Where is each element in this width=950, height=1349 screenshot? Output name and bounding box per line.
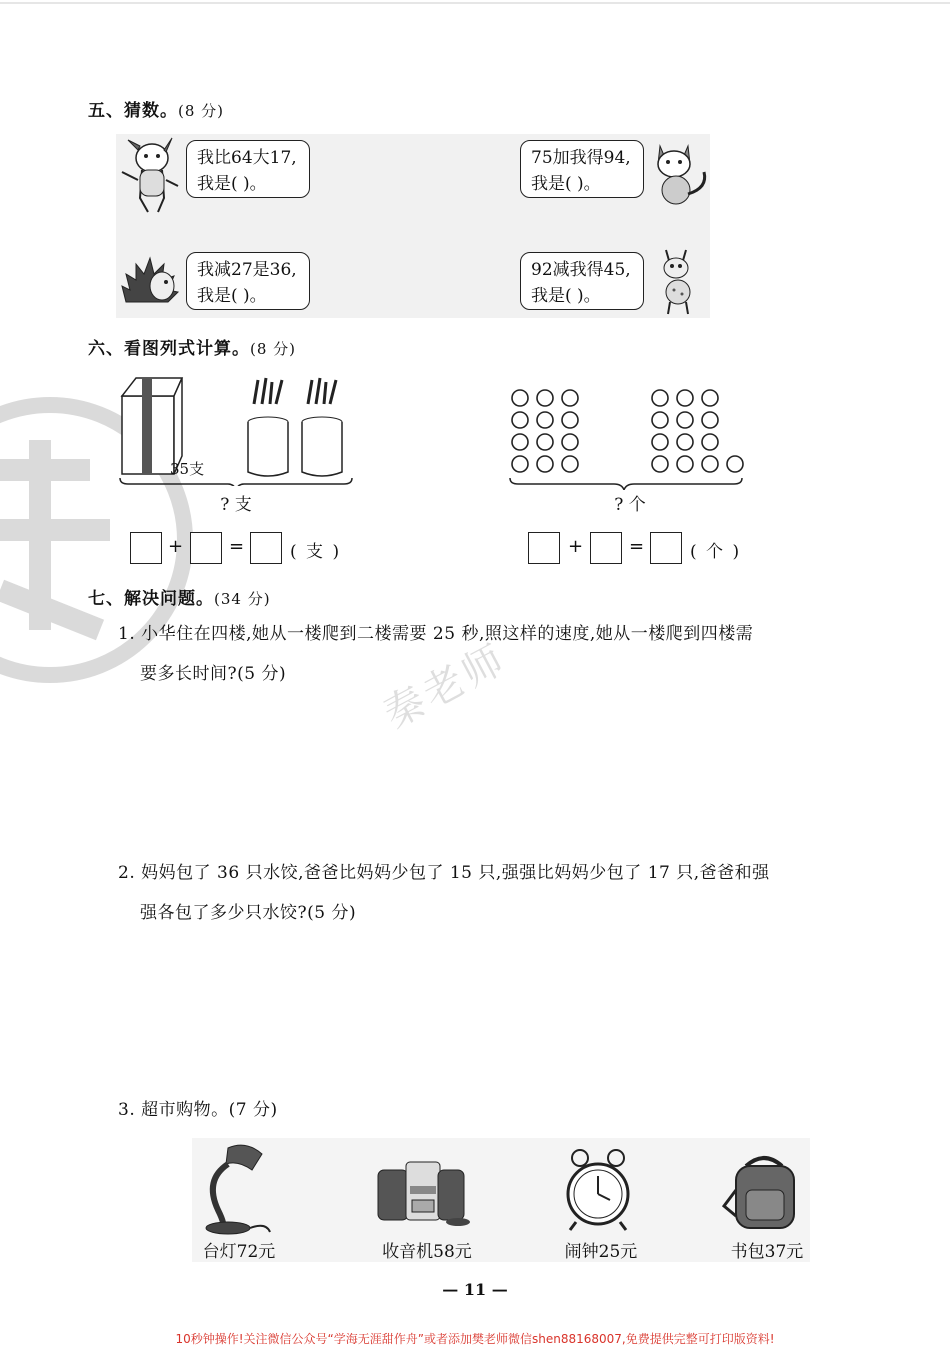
top-border <box>0 2 950 4</box>
section5-title: 五、猜数。 <box>88 101 178 121</box>
question-3-title: 3. 超市购物。(7 分) <box>118 1100 278 1120</box>
circles-figure <box>504 384 754 490</box>
bubble-dog <box>186 140 310 198</box>
question-2 <box>118 853 878 933</box>
footer-promo-text: 10秒钟操作!关注微信公众号“学海无涯甜作舟”或者添加樊老师微信shen88168007,免费提供完整可打印版资料! <box>175 1332 775 1346</box>
right-equals-sign: = <box>629 536 645 557</box>
bubble-hedgehog <box>186 252 310 310</box>
right-answer-box-2[interactable] <box>590 532 622 564</box>
section7-title: 七、解决问题。 <box>88 589 214 609</box>
radio-price-label: 收音机58元 <box>382 1242 472 1262</box>
bubble-dog-line1: 我比64大17, <box>197 148 297 168</box>
pencil-cup-1 <box>248 378 288 476</box>
bubble-deer-line1: 92减我得45, <box>531 260 631 280</box>
left-equals-sign: = <box>229 536 245 557</box>
clock-price-label: 闹钟25元 <box>564 1242 638 1262</box>
question-2-line1: 2. 妈妈包了 36 只水饺,爸爸比妈妈少包了 15 只,强强比妈妈少包了 17 只,爸爸和强 <box>118 863 770 883</box>
cat-icon <box>648 138 712 210</box>
deer-icon <box>652 244 706 316</box>
radio-icon <box>372 1150 472 1230</box>
hedgehog-icon <box>120 246 184 312</box>
right-plus-sign: + <box>568 536 584 557</box>
question-1 <box>118 614 878 694</box>
bubble-cat-line1: 75加我得94, <box>531 148 631 168</box>
backpack-price-label: 书包37元 <box>730 1242 804 1262</box>
left-plus-sign: + <box>168 536 184 557</box>
watermark-text: 秦老师 <box>376 635 515 738</box>
backpack-icon <box>718 1150 810 1234</box>
left-answer-box-1[interactable] <box>130 532 162 564</box>
left-unit: ( 支 ) <box>290 542 342 562</box>
lamp-price-label: 台灯72元 <box>202 1242 276 1262</box>
dog-icon <box>118 136 182 216</box>
section6-heading <box>88 334 296 359</box>
left-answer-box-2[interactable] <box>190 532 222 564</box>
desk-lamp-icon <box>198 1140 278 1236</box>
bubble-cat-line2: 我是( )。 <box>531 174 601 194</box>
bubble-deer <box>520 252 644 310</box>
bubble-dog-line2: 我是( )。 <box>197 174 267 194</box>
bubble-cat <box>520 140 644 198</box>
left-answer-box-3[interactable] <box>250 532 282 564</box>
section6-points: (8 分) <box>250 340 297 358</box>
bubble-deer-line2: 我是( )。 <box>531 286 601 306</box>
section7-points: (34 分) <box>214 590 271 608</box>
alarm-clock-icon <box>560 1144 638 1234</box>
bundle-label: 35支 <box>170 460 205 478</box>
question-2-line2: 强各包了多少只水饺?(5 分) <box>140 903 357 923</box>
right-unit: ( 个 ) <box>690 542 742 562</box>
bubble-hedgehog-line1: 我减27是36, <box>197 260 297 280</box>
left-total-label: ? 支 <box>220 495 252 515</box>
right-total-label: ? 个 <box>614 495 646 515</box>
right-answer-box-1[interactable] <box>528 532 560 564</box>
pencil-figure <box>116 374 356 486</box>
section6-title: 六、看图列式计算。 <box>88 339 250 359</box>
question-1-line1: 1. 小华住在四楼,她从一楼爬到二楼需要 25 秒,照这样的速度,她从一楼爬到四楼需 <box>118 624 754 644</box>
page-number: — 11 — <box>442 1280 508 1299</box>
right-answer-box-3[interactable] <box>650 532 682 564</box>
section7-heading <box>88 584 271 609</box>
section5-points: (8 分) <box>178 102 225 120</box>
section5-heading <box>88 96 224 121</box>
bubble-hedgehog-line2: 我是( )。 <box>197 286 267 306</box>
question-1-line2: 要多长时间?(5 分) <box>140 664 287 684</box>
pencil-cup-2 <box>302 378 342 476</box>
